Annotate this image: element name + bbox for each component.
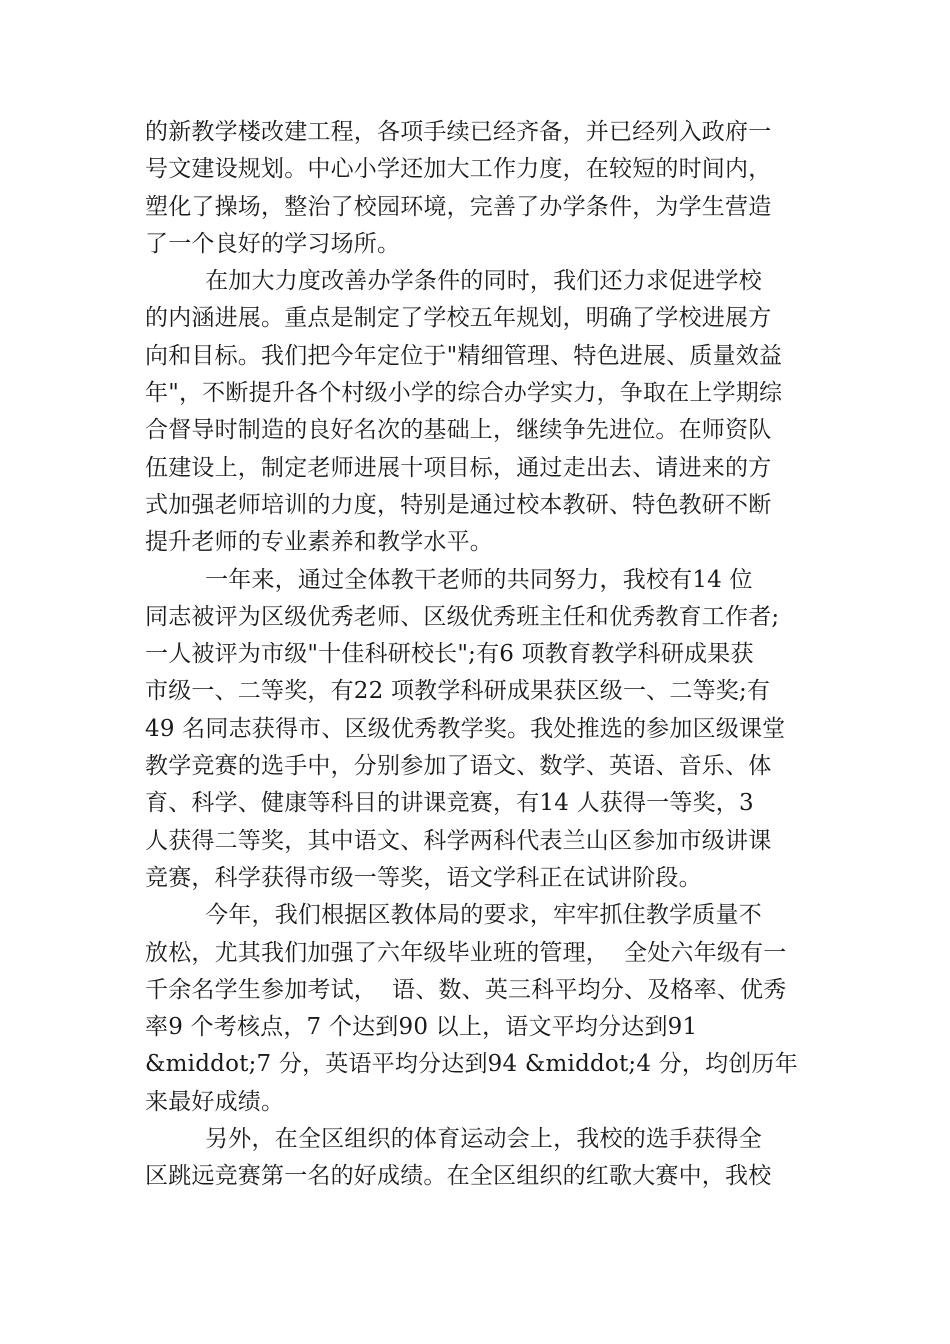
text-line: 塑化了操场，整治了校园环境，完善了办学条件，为学生营造	[145, 193, 772, 220]
text-line: 育、科学、健康等科目的讲课竞赛，有14 人获得一等奖，3	[145, 790, 754, 817]
text-line: 49 名同志获得市、区级优秀教学奖。我处推选的参加区级课堂	[145, 715, 786, 742]
text-line: 区跳远竞赛第一名的好成绩。在全区组织的红歌大赛中，我校	[145, 1163, 772, 1190]
text-line: 伍建设上，制定老师进展十项目标，通过走出去、请进来的方	[145, 454, 772, 481]
text-line: 一人被评为市级"十佳科研校长";有6 项教育教学科研成果获	[145, 641, 754, 668]
text-line: 千余名学生参加考试， 语、数、英三科平均分、及格率、优秀	[145, 976, 787, 1003]
text-line: 另外，在全区组织的体育运动会上，我校的选手获得全	[145, 1126, 762, 1153]
text-line: 的新教学楼改建工程，各项手续已经齐备，并已经列入政府一	[145, 119, 772, 145]
text-line: 提升老师的专业素养和教学水平。	[145, 529, 493, 556]
text-line: 合督导时制造的良好名次的基础上，继续争先进位。在师资队	[145, 417, 772, 444]
text-line: 同志被评为区级优秀老师、区级优秀班主任和优秀教育工作者;	[145, 603, 780, 630]
text-line: &middot;7 分，英语平均分达到94 &middot;4 分，均创历年	[145, 1051, 798, 1078]
text-line: 今年，我们根据区教体局的要求，牢牢抓住教学质量不	[145, 902, 762, 929]
text-line: 人获得二等奖，其中语文、科学两科代表兰山区参加市级讲课	[145, 827, 772, 854]
text-line: 率9 个考核点，7 个达到90 以上，语文平均分达到91	[145, 1014, 698, 1041]
document-body	[145, 114, 805, 1196]
text-line: 的内涵进展。重点是制定了学校五年规划，明确了学校进展方	[145, 305, 772, 332]
text-line: 年"，不断提升各个村级小学的综合办学实力，争取在上学期综	[145, 380, 783, 407]
text-line: 式加强老师培训的力度，特别是通过校本教研、特色教研不断	[145, 491, 772, 518]
text-line: 来最好成绩。	[145, 1088, 285, 1115]
text-line: 竞赛，科学获得市级一等奖，语文学科正在试讲阶段。	[145, 864, 702, 891]
text-line: 放松，尤其我们加强了六年级毕业班的管理， 全处六年级有一	[145, 939, 787, 966]
text-line: 一年来，通过全体教干老师的共同努力，我校有14 位	[145, 566, 753, 593]
text-line: 在加大力度改善办学条件的同时，我们还力求促进学校	[145, 268, 762, 295]
text-line: 教学竞赛的选手中，分别参加了语文、数学、英语、音乐、体	[145, 753, 772, 780]
text-line: 了一个良好的学习场所。	[145, 230, 401, 257]
text-line: 市级一、二等奖，有22 项教学科研成果获区级一、二等奖;有	[145, 678, 771, 705]
text-line: 号文建设规划。中心小学还加大工作力度，在较短的时间内，	[145, 156, 772, 183]
text-line: 向和目标。我们把今年定位于"精细管理、特色进展、质量效益	[145, 342, 783, 369]
